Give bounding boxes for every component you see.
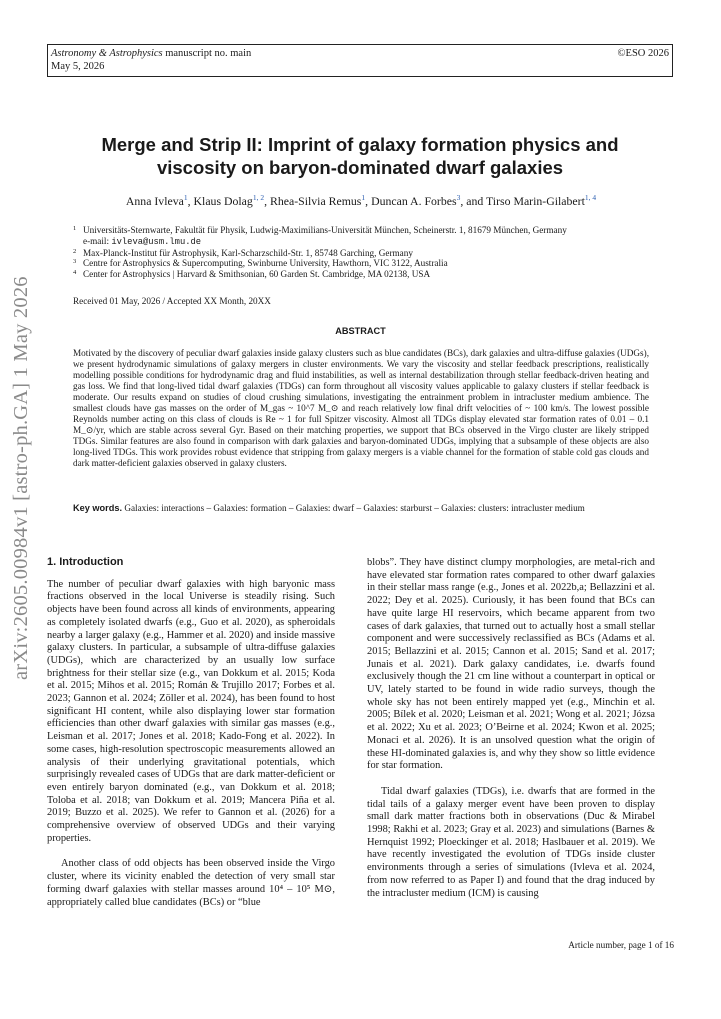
manuscript-label: manuscript no. main bbox=[165, 48, 252, 59]
author: Tirso Marin-Gilabert$^{1, 4}$ bbox=[486, 193, 597, 208]
affiliation-ref[interactable]: 1 bbox=[183, 193, 188, 202]
received-date: Received 01 May, 2026 / Accepted XX Month, 20XX bbox=[73, 296, 271, 306]
abstract-text: Motivated by the discovery of peculiar dwarf galaxies inside galaxy clusters such as blue candidates (BCs), dark galaxies and ultra-diffuse galaxies (UDGs), we present hydrodynamic simulations of galaxy mergers in cluster environments. We vary the viscosity and stellar feedback prescriptions, realistically modelling possible conditions for hydrodynamic drag and fluid instabilities, as well as internal destabilization through stellar feedback-driven heating and gas loss. We find that long-lived tidal dwarf galaxies (TDGs) can form throughout all viscosity values applicable to galaxy clusters if stellar feedback is moderate. Our results expand on studies of cloud crushing simulations, investigating the entrainment problem in intracluster medium ambience. The smallest clouds have gas masses on the order of M_gas ~ 10^7 M_⊙ and reach relatively low final drift velocities of ~ 100 km/s. The lowest possible Reynolds number acting on this class of clouds is Re ~ 1 for full Spitzer viscosity. Almost all TDGs display elevated star formation rates of 0.01 – 0.1 M_⊙/yr, which are stable across several Gyr. Based on their matching properties, we support that BCs observed in the Virgo cluster are likely stripped TDGs. Similar features are also found in comparison with dark galaxies and baryon-dominated UDGs, implying that a subsample of these objects are also long-lived TDGs. This work provides robust evidence that stripping from galaxy mergers is a viable channel for the formation of stable cold gas clouds and dark matter-deficient galaxies observed in galaxy clusters. bbox=[73, 348, 649, 469]
arxiv-identifier[interactable]: arXiv:2605.00984v1 [astro-ph.GA] 1 May 2026 bbox=[10, 276, 32, 680]
affiliation-ref[interactable]: 1, 4 bbox=[584, 193, 597, 202]
affiliation-ref[interactable]: 3 bbox=[456, 193, 461, 202]
author: Rhea-Silvia Remus$^1$ bbox=[269, 193, 366, 208]
affiliation-item: 1 Universitäts-Sternwarte, Fakultät für Physik, Ludwig-Maximilians-Universität München, Scheinerstr. 1, 81679 München, Germany e-mail: ivleva@usm.lmu.de bbox=[73, 225, 567, 247]
email-link[interactable]: ivleva@usm.lmu.de bbox=[111, 236, 202, 247]
manuscript-header bbox=[47, 44, 673, 77]
right-column bbox=[367, 557, 655, 900]
section-heading: 1. Introduction bbox=[47, 556, 124, 568]
title-line-2: viscosity on baryon-dominated dwarf galaxies bbox=[156, 157, 564, 178]
affiliation-item: 3 Centre for Astrophysics & Supercomputing, Swinburne University, Hawthorn, VIC 3122, Australia bbox=[73, 258, 448, 269]
author: Klaus Dolag$^{1, 2}$ bbox=[193, 193, 265, 208]
keywords-text: Galaxies: interactions – Galaxies: formation – Galaxies: dwarf – Galaxies: starburst – Galaxies: clusters: intracluster medium bbox=[124, 503, 585, 513]
paragraph: Another class of odd objects has been observed inside the Virgo cluster, where its vicinity enabled the detection of very small star forming dwarf galaxies with stellar masses around 10⁴ – 10⁵ M⊙, appropriately called blue candidates (BCs) or “blue bbox=[47, 858, 335, 908]
copyright: ©ESO 2026 bbox=[617, 48, 669, 59]
paragraph: The number of peculiar dwarf galaxies with high baryonic mass fractions observed in the local Universe is steadily rising. Such objects have been found across all kinds of environments, appearing as completely isolated dwarfs (e.g., Guo et al. 2020), as spheroidals nearby a larger galaxy (e.g., Hammer et al. 2020) and inside massive galaxy clusters. In particular, a subsample of ultra-diffuse galaxies (UDGs), which are characterized by an usually low surface brightness for their stellar size (e.g., van Dokkum et al. 2015; Koda et al. 2015; Mihos et al. 2015; Román & Trujillo 2017; Forbes et al. 2023; Gannon et al. 2024; Zöller et al. 2024), has been found to host significant HI content, while also displaying lower star formation efficiencies than other dwarf galaxies with similar gas masses (e.g., Leisman et al. 2017; Jones et al. 2018; Kado-Fong et al. 2022). In some cases, high-resolution spectroscopic measurements allowed an analysis of their underlying gravitational potentials, which surprisingly revealed cases of UDGs that are dark matter-deficient or even entirely baryon dominated (e.g., van Dokkum et al. 2018; Toloba et al. 2018; van Dokkum et al. 2019; Mancera Piña et al. 2019; Buzzo et al. 2025). We refer to Gannon et al. (2026) for a comprehensive overview of observed UDGs and their varying properties. bbox=[47, 578, 335, 844]
journal-name: Astronomy & Astrophysics bbox=[51, 48, 163, 59]
affiliation-item: 4 Center for Astrophysics | Harvard & Smithsonian, 60 Garden St. Cambridge, MA 02138, USA bbox=[73, 269, 431, 280]
affiliation-ref[interactable]: 1 bbox=[361, 193, 366, 202]
author: Duncan A. Forbes$^3$ bbox=[371, 193, 461, 208]
header-date: May 5, 2026 bbox=[51, 61, 105, 72]
author-list: Anna Ivleva$^1$, Klaus Dolag$^{1, 2}$, Rhea-Silvia Remus$^1$, Duncan A. Forbes$^3$, and Tirso Marin-Gilabert$^{1, 4}$ bbox=[125, 193, 597, 208]
affiliation-list bbox=[73, 225, 663, 280]
abstract-heading: ABSTRACT bbox=[335, 326, 386, 336]
keywords-label: Key words. bbox=[73, 503, 123, 513]
affiliation-item: 2 Max-Planck-Institut für Astrophysik, Karl-Scharzschild-Str. 1, 85748 Garching, Germany bbox=[73, 247, 413, 258]
paragraph: blobs”. They have distinct clumpy morphologies, are metal-rich and have elevated star formation rates compared to other dwarf galaxies in their stellar mass range (e.g., Jones et al. 2022b,a; Bellazzini et al. 2022; Dey et al. 2025). Curiously, it has been found that BCs can have quite large HI reservoirs, which became apparent from two cases of dark galaxies, that turned out to actually host a small stellar component and were successively reclassified as BCs (Adams et al. 2015; Bellazzini et al. 2015; Cannon et al. 2015; Sand et al. 2017; Junais et al. 2021). Dark galaxy candidates, i.e. dwarfs found exclusively though the 21 cm line without a counterpart in optical or UV, lately started to be found in wide radio surveys, though the whole sky has not been entirely mapped yet (e.g., Minchin et al. 2005; Bílek et al. 2020; Leisman et al. 2021; Wong et al. 2021; Józsa et al. 2022; Xu et al. 2023; O’Beirne et al. 2024; Kwon et al. 2025; Monaci et al. 2026). It is an unsolved question what the origin of these HI-dominated galaxies is, and why they show so little evidence for star formation. bbox=[367, 557, 655, 772]
keywords bbox=[73, 503, 649, 514]
paragraph: Tidal dwarf galaxies (TDGs), i.e. dwarfs that are formed in the tidal tails of a galaxy merger event have been proven to display small dark matter fractions both in observations (Duc & Mirabel 1998; Rakhi et al. 2023; Gray et al. 2023) and simulations (Barnes & Hernquist 1992; Ploeckinger et al. 2018; Haslbauer et al. 2019). We have recently investigated the evolution of TDGs inside cluster environments through a series of simulations (Ivleva et al. 2024, from now referred to as Paper I) and found that the drag induced by the intracluster medium (ICM) is causing bbox=[367, 785, 655, 899]
title-line-1: Merge and Strip II: Imprint of galaxy formation physics and bbox=[101, 134, 619, 155]
page-footer: Article number, page 1 of 16 bbox=[568, 940, 674, 950]
left-column bbox=[47, 556, 335, 909]
affiliation-ref[interactable]: 1, 2 bbox=[252, 193, 265, 202]
paper-title bbox=[70, 133, 650, 179]
author: Anna Ivleva$^1$ bbox=[125, 193, 188, 208]
